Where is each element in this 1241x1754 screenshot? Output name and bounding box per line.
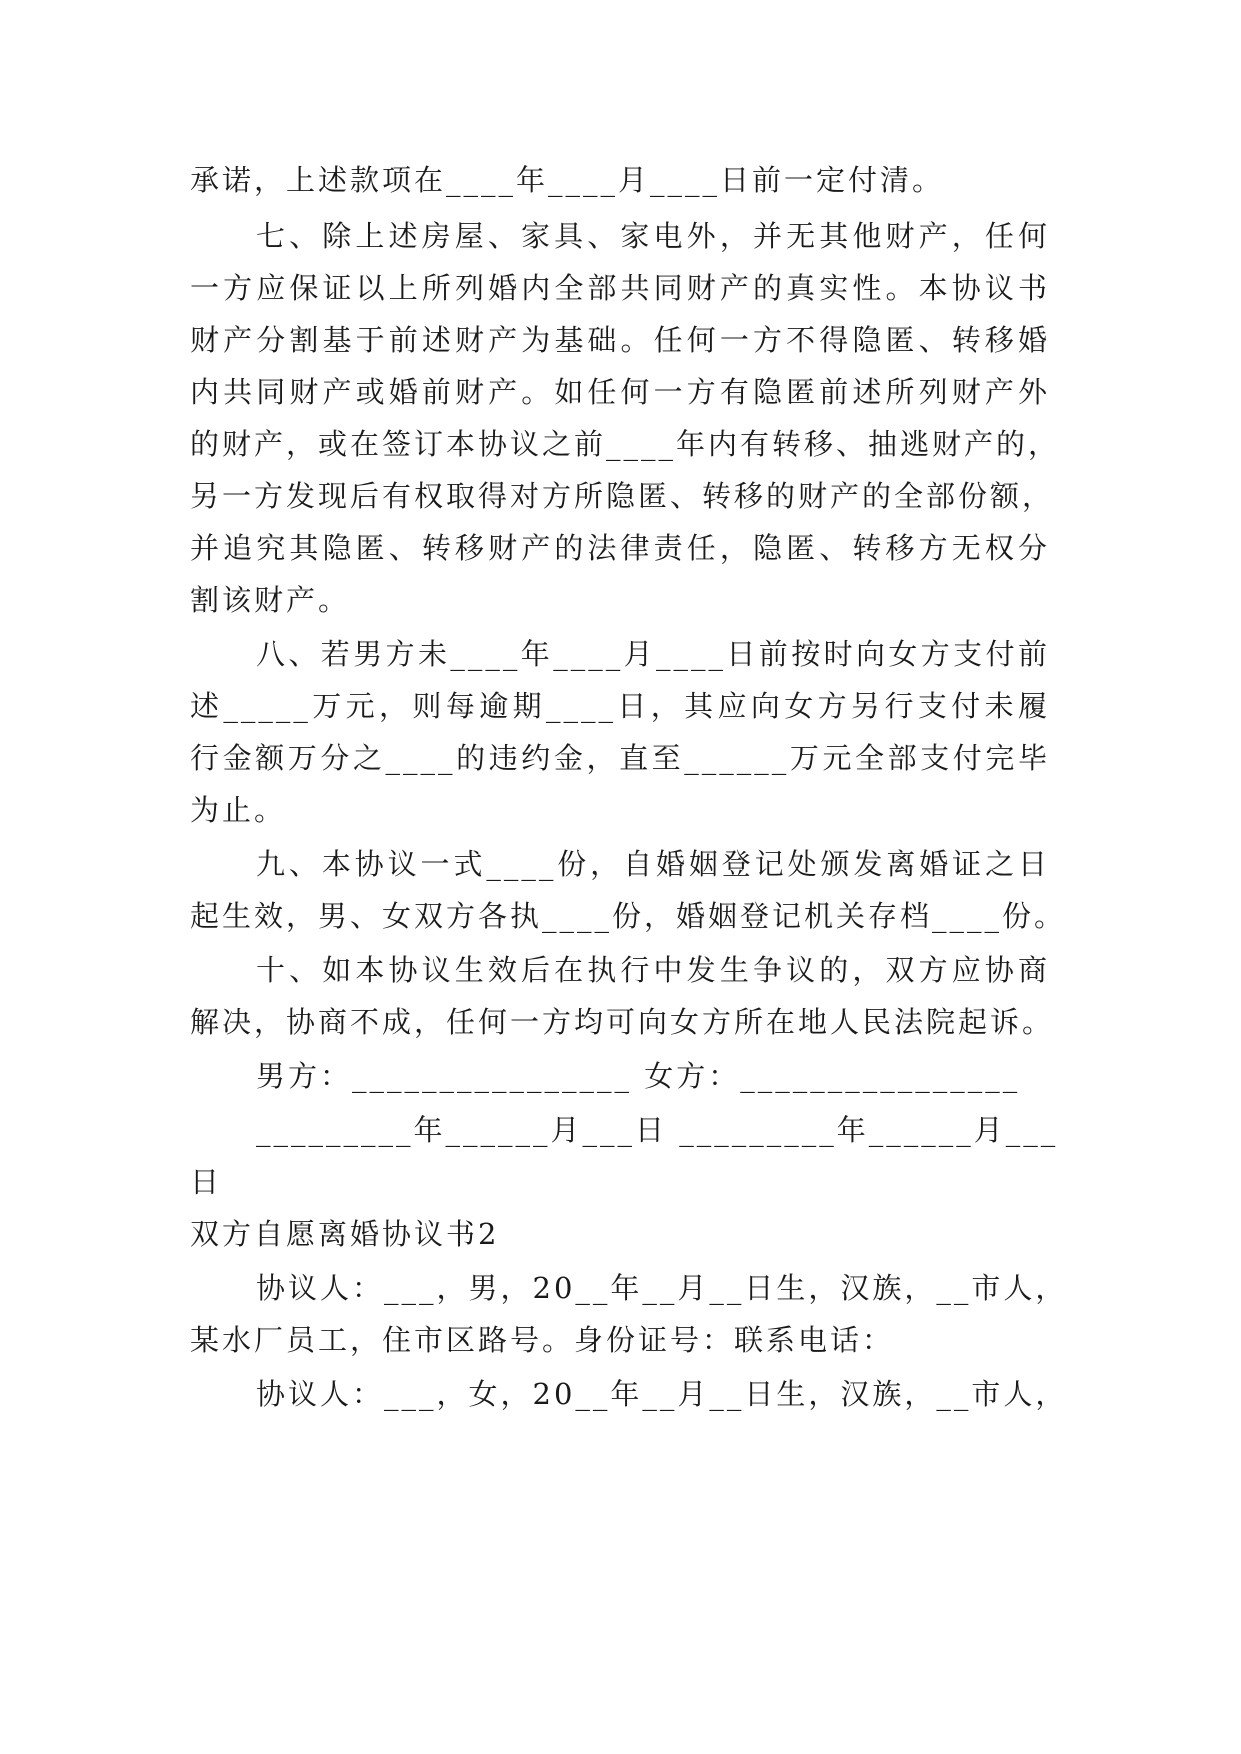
date-line: _________年______月___日 _________年______月___	[256, 1113, 1059, 1147]
text-line: 行金额万分之____的违约金，直至______万元全部支付完毕	[190, 741, 1050, 775]
text-line: 内共同财产或婚前财产。如任何一方有隐匿前述所列财产外	[190, 375, 1050, 409]
text-line: 起生效，男、女双方各执____份，婚姻登记机关存档____份。	[190, 899, 1067, 933]
section-title: 双方自愿离婚协议书2	[190, 1217, 500, 1251]
text-line: 日	[190, 1165, 223, 1199]
text-line: 财产分割基于前述财产为基础。任何一方不得隐匿、转移婚	[190, 323, 1050, 357]
text-line: 十、如本协议生效后在执行中发生争议的，双方应协商	[256, 953, 1050, 987]
text-line: 为止。	[190, 793, 287, 827]
text-line: 述_____万元，则每逾期____日，其应向女方另行支付未履	[190, 689, 1050, 723]
text-line: 另一方发现后有权取得对方所隐匿、转移的财产的全部份额，	[190, 479, 1055, 513]
text-line: 并追究其隐匿、转移财产的法律责任，隐匿、转移方无权分	[190, 531, 1050, 565]
text-line: 解决，协商不成，任何一方均可向女方所在地人民法院起诉。	[190, 1005, 1055, 1039]
text-line: 割该财产。	[190, 583, 351, 617]
signature-line: 男方：________________ 女方：________________	[256, 1059, 1021, 1093]
text-line: 协议人：___，女，20__年__月__日生，汉族，__市人，	[256, 1377, 1068, 1411]
text-line: 的财产，或在签订本协议之前____年内有转移、抽逃财产的，	[190, 427, 1061, 461]
text-line: 某水厂员工，住市区路号。身份证号：联系电话：	[190, 1323, 895, 1357]
text-line: 九、本协议一式____份，自婚姻登记处颁发离婚证之日	[256, 847, 1050, 881]
text-line: 七、除上述房屋、家具、家电外，并无其他财产，任何	[256, 219, 1050, 253]
text-line: 八、若男方未____年____月____日前按时向女方支付前	[256, 637, 1050, 671]
text-line: 协议人：___，男，20__年__月__日生，汉族，__市人，	[256, 1271, 1068, 1305]
text-line: 一方应保证以上所列婚内全部共同财产的真实性。本协议书	[190, 271, 1050, 305]
text-line: 承诺，上述款项在____年____月____日前一定付清。	[190, 163, 945, 197]
